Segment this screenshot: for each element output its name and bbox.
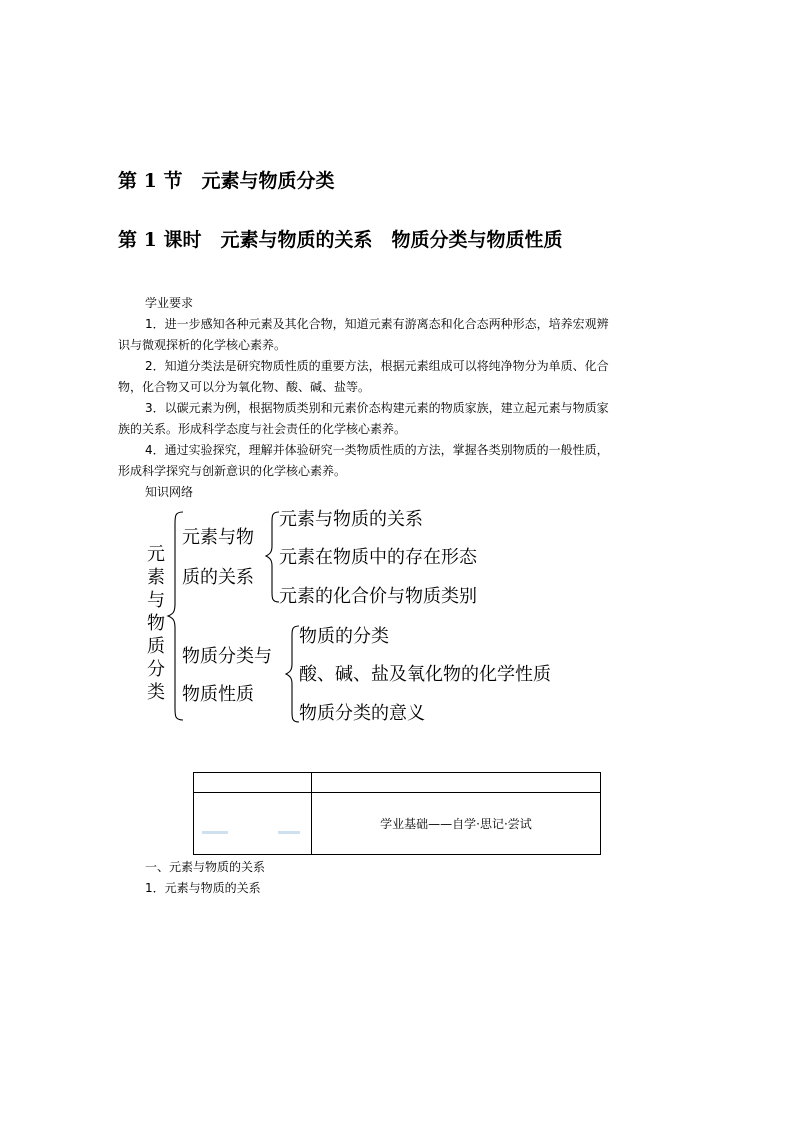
- requirement-4-line1: 4．通过实验探究，理解并体验研究一类物质性质的方法，掌握各类别物质的一般性质，: [145, 443, 609, 457]
- banner-decoration-bar: [202, 831, 228, 834]
- branch1-item-1: 元素与物质的关系: [279, 509, 423, 530]
- content-item-1: 1．元素与物质的关系: [145, 881, 261, 895]
- requirement-1-line1: 1．进一步感知各种元素及其化合物，知道元素有游离态和化合态两种形态，培养宏观辨: [145, 317, 609, 331]
- requirement-3-line1: 3．以碳元素为例，根据物质类别和元素价态构建元素的物质家族，建立起元素与物质家: [145, 401, 609, 415]
- branch2-item-3: 物质分类的意义: [299, 703, 425, 724]
- network-root: 元素与物质分类: [147, 544, 165, 703]
- branch2-item-1: 物质的分类: [299, 626, 389, 647]
- branch2-label-line2: 物质性质: [182, 684, 254, 705]
- section-title: 第 1 节 元素与物质分类: [118, 170, 335, 192]
- branch2-item-2: 酸、碱、盐及氧化物的化学性质: [299, 664, 551, 685]
- banner-top-left-cell: [194, 773, 312, 793]
- root-brace: [168, 512, 183, 720]
- requirement-2-line1: 2．知道分类法是研究物质性质的重要方法，根据元素组成可以将纯净物分为单质、化合: [145, 359, 609, 373]
- branch2-label-line1: 物质分类与: [182, 646, 272, 667]
- branch1-label-line1: 元素与物: [182, 527, 254, 548]
- banner-title: 学业基础——自学·思记·尝试: [312, 793, 601, 855]
- content-heading-1: 一、元素与物质的关系: [145, 860, 266, 874]
- banner-top-right-cell: [312, 773, 601, 793]
- branch2-brace: [286, 626, 299, 722]
- branch1-brace: [266, 512, 279, 602]
- banner-decoration-cell: [194, 793, 312, 855]
- branch1-item-2: 元素在物质中的存在形态: [279, 547, 477, 568]
- section-banner: [193, 772, 601, 855]
- branch1-item-3: 元素的化合价与物质类别: [279, 586, 477, 607]
- banner-decoration-bar: [278, 831, 300, 834]
- requirement-3-line2: 族的关系。形成科学态度与社会责任的化学核心素养。: [118, 422, 407, 436]
- requirement-4-line2: 形成科学探究与创新意识的化学核心素养。: [118, 464, 347, 478]
- requirements-heading: 学业要求: [145, 296, 194, 310]
- requirement-2-line2: 物，化合物又可以分为氧化物、酸、碱、盐等。: [118, 380, 371, 394]
- requirement-1-line2: 识与微观探析的化学核心素养。: [118, 338, 287, 352]
- lesson-title: 第 1 课时 元素与物质的关系 物质分类与物质性质: [118, 229, 563, 251]
- network-heading: 知识网络: [145, 485, 194, 499]
- branch1-label-line2: 质的关系: [182, 567, 254, 588]
